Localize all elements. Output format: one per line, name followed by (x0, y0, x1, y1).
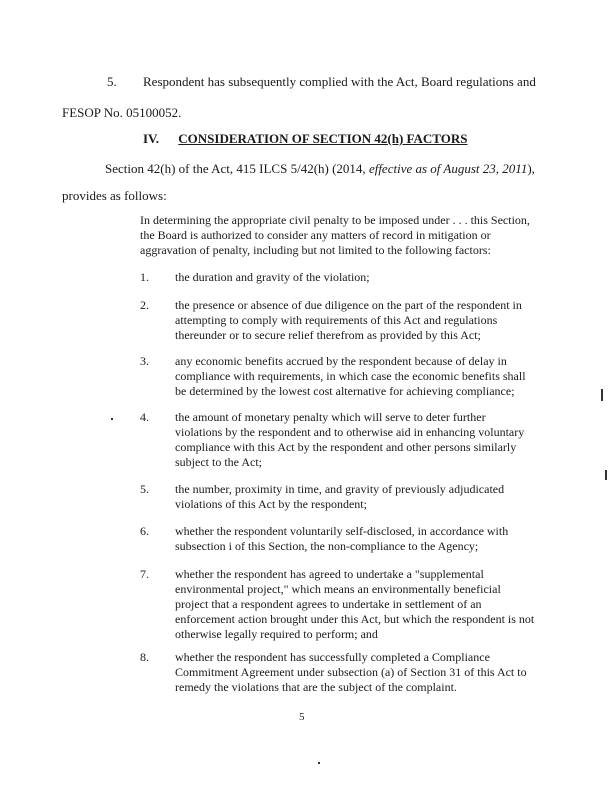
scan-artifact (601, 389, 603, 401)
factor-line: compliance with requirements, in which case the economic benefits shall (175, 369, 526, 383)
factor-line: enforcement action brought under this Act, but which the respondent is not (175, 612, 535, 626)
para5-number: 5. (107, 74, 117, 89)
section-number: IV. (143, 131, 160, 146)
intro-suffix: ), (527, 161, 535, 176)
factor-line: environmental project," which means an environmentally beneficial (175, 582, 501, 596)
page-number: 5 (299, 711, 305, 723)
factor-number: 7. (140, 567, 149, 581)
factor-line: remedy the violations that are the subject of the complaint. (175, 680, 457, 694)
intro-line2: provides as follows: (62, 188, 167, 203)
factor-line: attempting to comply with requirements of this Act and regulations (175, 313, 498, 327)
factor-number: 5. (140, 482, 149, 496)
section-heading (143, 131, 467, 147)
factor-number: 8. (140, 650, 149, 664)
factor-line: otherwise legally required to perform; and (175, 627, 378, 641)
factor-line: violations of this Act by the respondent; (175, 497, 367, 511)
para5-line1: Respondent has subsequently complied with the Act, Board regulations and (143, 74, 536, 89)
scan-artifact (318, 762, 320, 764)
factor-line: the amount of monetary penalty which will serve to deter further (175, 410, 486, 424)
factor-line: whether the respondent voluntarily self-disclosed, in accordance with (175, 524, 509, 538)
factor-line: the number, proximity in time, and gravity of previously adjudicated (175, 482, 505, 496)
intro-italic: effective as of August 23, 2011 (368, 161, 528, 176)
factor-line: project that a respondent agrees to undertake in settlement of an (175, 597, 482, 611)
factor-line: the presence or absence of due diligence on the part of the respondent in (175, 298, 522, 312)
factor-number: 1. (140, 270, 149, 284)
factor-line: the duration and gravity of the violation; (175, 270, 370, 284)
factor-line: Commitment Agreement under subsection (a) of Section 31 of this Act to (175, 665, 527, 679)
factor-line: whether the respondent has agreed to undertake a "supplemental (175, 567, 484, 581)
intro-prefix: Section 42(h) of the Act, 415 ILCS 5/42(h) (2014, (105, 161, 369, 176)
factor-number: 3. (140, 354, 149, 368)
intro-line1 (105, 161, 535, 177)
section-title: CONSIDERATION OF SECTION 42(h) FACTORS (178, 131, 468, 146)
factor-line: subject to the Act; (175, 455, 262, 469)
factor-line: any economic benefits accrued by the respondent because of delay in (175, 354, 507, 368)
quote-line: In determining the appropriate civil penalty to be imposed under . . . this Section, (140, 213, 530, 227)
quote-line: the Board is authorized to consider any matters of record in mitigation or (140, 228, 491, 242)
factor-line: be determined by the lowest cost alternative for achieving compliance; (175, 384, 515, 398)
block-quote (140, 213, 560, 258)
factor-line: subsection i of this Section, the non-compliance to the Agency; (175, 539, 479, 553)
factor-line: whether the respondent has successfully completed a Compliance (175, 650, 490, 664)
factor-number: 6. (140, 524, 149, 538)
quote-line: aggravation of penalty, including but not limited to the following factors: (140, 243, 491, 257)
factor-number: 4. (140, 410, 149, 424)
factor-line: thereunder or to secure relief therefrom as provided by this Act; (175, 328, 481, 342)
scan-artifact (605, 470, 607, 480)
para5-line2: FESOP No. 05100052. (62, 105, 182, 120)
factor-line: compliance with this Act by the respondent and other persons similarly (175, 440, 517, 454)
scan-artifact (111, 418, 113, 420)
factor-line: violations by the respondent and to otherwise aid in enhancing voluntary (175, 425, 525, 439)
factor-number: 2. (140, 298, 149, 312)
